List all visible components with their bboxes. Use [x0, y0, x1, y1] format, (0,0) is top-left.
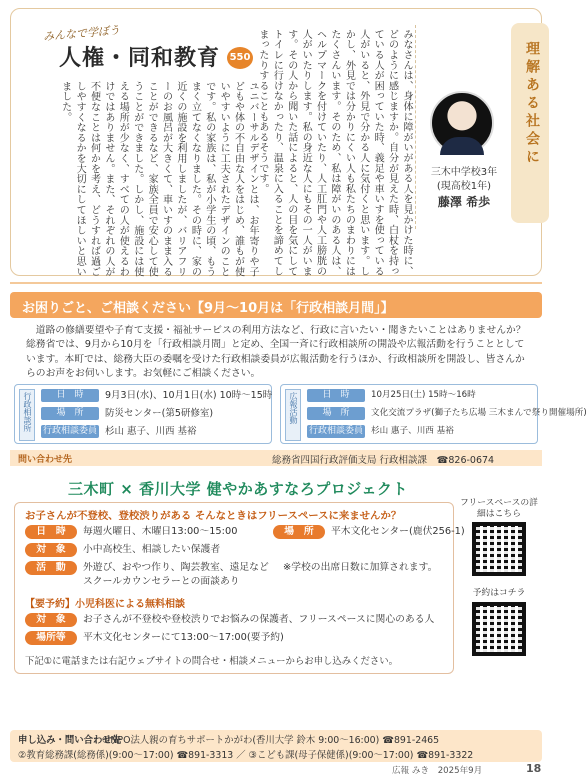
- consultation-body: 道路の修繕要望や子育て支援・福祉サービスの利用方法など、行政に言いたい・聞きたいことはありませんか？総務省では、9月から10月を「行政相談月間」と定め、全国一斉に行政相談所の開設や広報活動を行うこととしています。本町では、総務大臣の委嘱を受けた行政相談委員が広報活動を行うほか、行政相談所を開設し、皆さんからのお声をお伺いします。お気軽にご相談ください。: [26, 325, 526, 380]
- project-box: [14, 502, 465, 674]
- row-key: 場所等: [25, 631, 77, 645]
- qr2-label: 予約はコチラ: [472, 588, 526, 598]
- side-tab: [511, 23, 549, 223]
- row-key: 場 所: [307, 407, 365, 420]
- inquiry-bar: [10, 450, 542, 466]
- row-key: 日 時: [307, 389, 365, 402]
- project-heading: 三木町 × 香川大学 健やかあすなろプロジェクト: [68, 480, 408, 498]
- side-tab-label: 理解ある社会に: [524, 41, 540, 167]
- consultation-heading-bar: [10, 292, 542, 318]
- row-value: お子さんが不登校や登校渋りでお悩みの保護者、フリースペースに関心のある人: [83, 614, 435, 625]
- author-profile: [415, 25, 509, 229]
- row-key: 日 時: [41, 389, 99, 402]
- footer-text: 広報 みき 2025年9月: [392, 766, 483, 776]
- row-value: 小中高校生、相談したい保護者: [83, 544, 221, 555]
- panel-label-left: 行政相談所: [19, 389, 35, 441]
- row-key: 場 所: [41, 407, 99, 420]
- row-note: ※学校の出席日数に加算されます。: [283, 562, 438, 573]
- row-key: 場 所: [273, 525, 325, 539]
- row-value: スクールカウンセラーとの面談あり: [83, 576, 240, 587]
- column-panel: [10, 8, 542, 276]
- project-heading-bar: [58, 476, 498, 502]
- qr-code-freespace[interactable]: [472, 522, 526, 576]
- contact-bar: [10, 730, 542, 762]
- row-value: 防災センター(第5研修室): [105, 408, 214, 419]
- consultation-panel-right: [280, 384, 587, 444]
- contact-line-1: ①NPO法人親の育ちサポートかがわ(香川大学 鈴木 9:00〜16:00) ☎891-2465: [102, 735, 440, 746]
- row-value: 9月3日(水)、10月1日(水) 10時〜15時: [105, 390, 273, 401]
- project-note: 下記①に電話または右記ウェブサイトの問合せ・相談メニューからお申し込みください。: [25, 656, 399, 667]
- column-text-middle: みなさんは、身体に障がいがある人を見かけた時に、どのように感じますか。自分が見えた時、白杖を持っている人が困っていた時、義足や車いすを使っている人がいると、外見で分かる人に気付くと思います。しかし、外見では分かりにくい人も私たちのまわりにはたくさんいます。そのため、私は障がいのある人は、ヘルプマークを付けていたり、人工肛門や人工膀胱の人がいたりします。私の身近な人にもその一人がいます。その人から聞いた話によると、人の目を気にしてトイレに行けなかったり、温泉に入ることを諦めてしまったりすることもあるそうです。: [256, 29, 412, 277]
- author-name: 藤澤 希歩: [437, 195, 491, 209]
- author-school: 三木中学校3年: [430, 167, 498, 178]
- inquiry-value: 総務省四国行政評価支局 行政相談課 ☎826-0674: [272, 455, 495, 466]
- row-value: 杉山 惠子、川西 基裕: [371, 426, 454, 436]
- row-value: 平木文化センター(鹿伏256-1): [331, 526, 465, 537]
- row-key: 行政相談委員: [308, 426, 363, 436]
- row-value: 平木文化センターにて13:00〜17:00(要予約): [83, 632, 284, 643]
- row-key: 行政相談委員: [42, 426, 97, 436]
- panel-label-right: 広報活動: [285, 389, 301, 441]
- row-value: 10月25日(土) 15時〜16時: [371, 390, 476, 400]
- column-number-badge: 550: [227, 47, 253, 69]
- qr1-label: フリースペースの詳細はこちら: [460, 498, 538, 519]
- column-title-box: [29, 23, 251, 75]
- contact-line-2: ②教育総務課(総務係)(9:00〜17:00) ☎891-3313 ／ ③こども課(母子保健係)(9:00〜17:00) ☎891-3322: [18, 750, 474, 761]
- column-text-left: ユニバーサルデザインとは、お年寄りや子どもや体の不自由な人をはじめ、誰もが使いやすいように工夫されたデザインのことです。私の家族は、私が小学生の頃、もうまく立てなくなりました。その時に、家の近くの施設を利用しましたが、バリアフリーのお風呂が大きくて、車いすのまま入ることができるなど、家族全員で安心して使うことができました。しかし、施設には使える場所が少なく、すべての人が使えるわけではありません。また、それぞれの人が不便なことは何かを考え、どうすれば過ごしやすくなるかを大切にしてほしいと思いました。: [59, 81, 258, 277]
- page-number: 18: [526, 762, 542, 775]
- consultation-panel-left: [14, 384, 272, 444]
- column-title: 人権・同和教育: [59, 46, 221, 71]
- row-value: 杉山 惠子、川西 基裕: [105, 426, 197, 437]
- qr-code-reservation[interactable]: [472, 602, 526, 656]
- row-key: 対 象: [25, 613, 77, 627]
- project-section: [10, 476, 542, 676]
- inquiry-label: 問い合わせ先: [18, 455, 73, 465]
- row-key: 日 時: [25, 525, 77, 539]
- column-subtitle: みんなで学ぼう: [42, 23, 121, 44]
- author-grade: (現高校1年): [436, 181, 492, 192]
- consultation-heading: お困りごと、ご相談ください【9月〜10月は「行政相談月間」】: [22, 301, 394, 316]
- project-question: お子さんが不登校、登校渋りがある そんなときはフリースペースに来ませんか？: [25, 510, 402, 522]
- row-value: 外遊び、おやつ作り、陶芸教室、遠足など: [83, 562, 269, 573]
- row-value: 毎週火曜日、木曜日13:00〜15:00: [83, 526, 238, 537]
- row-key: 活 動: [25, 561, 77, 575]
- contact-label: 申し込み・問い合わせ先: [18, 735, 122, 746]
- free-consult-heading: 【要予約】小児科医による無料相談: [25, 599, 185, 610]
- row-key: 対 象: [25, 543, 77, 557]
- row-value: 文化交流プラザ(獅子たち広場 三木まんで祭り開催場所): [371, 408, 587, 418]
